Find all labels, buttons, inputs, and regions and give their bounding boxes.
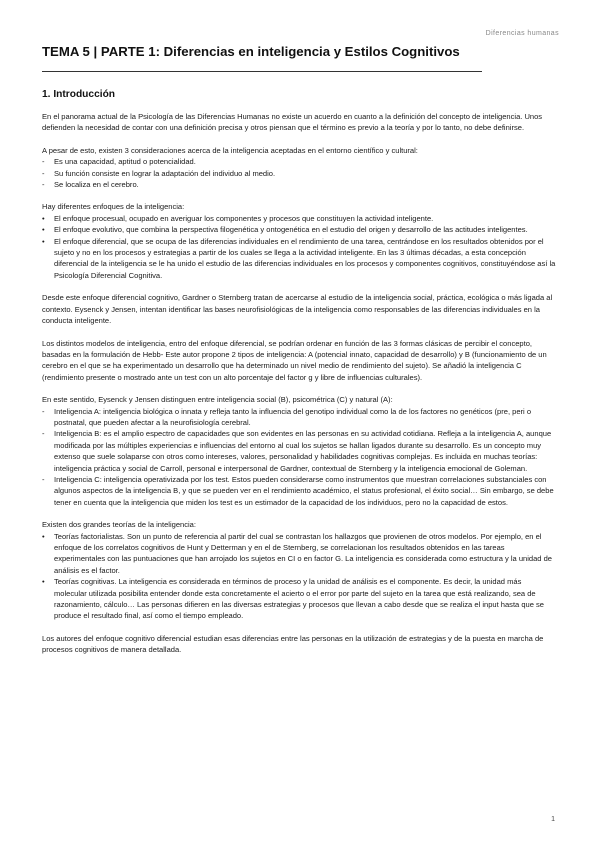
- list-item: • El enfoque evolutivo, que combina la perspectiva filogenética y ontogenética en el estudio del origen y desarrollo de las actitudes inteligentes.: [42, 224, 556, 235]
- paragraph-considerations-intro: A pesar de esto, existen 3 consideraciones acerca de la inteligencia aceptadas en el entorno científico y cultural:: [42, 145, 418, 155]
- list-item: ‐ Inteligencia B: es el amplio espectro de capacidades que son evidentes en las personas en su actividad cotidiana. Refleja a la inteligencia A, aunque modificada por las múltiples experiencias e influencias del entorno al cual los sujetos se hallan ligados durante su desarrollo. Es un concepto muy extenso que suele solaparse con otros como intereses, valores, personalidad y habilidades cognitivas complejas. Es incluida en muchas teorías: inteligencia práctica y social de Carroll, personal e interpersonal de Gardner, contextual de Sternberg y la inteligencia emocional de Goleman.: [42, 428, 556, 474]
- paragraph-models: Los distintos modelos de inteligencia, entro del enfoque diferencial, se podrían ordenar en función de las 3 formas clásicas de percibir el concepto, basadas en la formulación de Hebb- Este autor propone 2 tipos de inteligencia: A (potencial innato, capacidad de desarrollo) y B (funcionamiento de un cerebro en el que se ha experimentado un desarrollo que ha determinado un nivel medio de rendimiento del sujeto). Se añadió la inteligencia C (rendimiento presente o mostrado ante un test con un alto porcentaje del factor g y libre de influencias culturales).: [42, 338, 547, 382]
- approaches-list: [42, 213, 556, 281]
- list-item: ‐ Es una capacidad, aptitud o potencialidad.: [42, 156, 556, 167]
- list-item: • El enfoque procesual, ocupado en averiguar los componentes y procesos que constituyen la actividad inteligente.: [42, 213, 556, 224]
- list-item: • El enfoque diferencial, que se ocupa de las diferencias individuales en el rendimiento de una tarea, centrándose en los resultados obtenidos por el sujeto y no en los procesos y estrategias a partir de los cuales se llega a la actividad inteligente. En las 3 últimas décadas, a esta concepción diferencial de la inteligencia se le ha unido el estudio de las diferencias individuales en los procesos y componentes cognitivos, constituyéndose así la Psicología Diferencial Cognitiva.: [42, 236, 556, 282]
- paragraph-intelligence-types-intro: En este sentido, Eysenck y Jensen distinguen entre inteligencia social (B), psicométrica (C) y natural (A):: [42, 395, 393, 405]
- list-item: ‐ Su función consiste en lograr la adaptación del individuo al medio.: [42, 168, 556, 179]
- intelligence-types-list: [42, 406, 556, 509]
- paragraph-cognitive-approach: Desde este enfoque diferencial cognitivo, Gardner o Sternberg tratan de acercarse al estudio de la inteligencia social, práctica, ecológica o más ligada al contexto. Eysenck y Jensen, intentan identificar las bases neurofisiológicas de la inteligencia como responsables de las diferencias individuales en la conducta inteligente.: [42, 293, 553, 326]
- page-title: TEMA 5 | PARTE 1: Diferencias en inteligencia y Estilos Cognitivos: [42, 44, 460, 59]
- document-body: [42, 88, 556, 667]
- section-heading: 1. Introducción: [42, 89, 116, 100]
- page-number: 1: [551, 816, 555, 823]
- list-item: • Teorías factorialistas. Son un punto de referencia al partir del cual se contrastan los hallazgos que provienen de otros modelos. Por ejemplo, en el enfoque de los correlatos cognitivos de Hunt y Detterman y en el de Sternberg, se correlacionan los resultados obtenidos en las tareas experimentales con las puntuaciones que han arrojado los sujetos en CI o en factor G. La inteligencia es considerada como estructura y la unidad de análisis es el factor.: [42, 531, 556, 577]
- list-item: ‐ Se localiza en el cerebro.: [42, 179, 556, 190]
- running-header: Diferencias humanas: [485, 30, 559, 37]
- paragraph-definition: En el panorama actual de la Psicología de las Diferencias Humanas no existe un acuerdo en cuanto a la definición del concepto de inteligencia. Unos defienden la necesidad de contar con una definición precisa y otros piensan que el término es previo a la teoría y por lo tanto, no debe definirse.: [42, 112, 543, 133]
- considerations-list: [42, 156, 556, 190]
- paragraph-conclusion: Los autores del enfoque cognitivo diferencial estudian esas diferencias entre las personas en la utilización de estrategias y de la puesta en marcha de procesos cognitivos de manera detallada.: [42, 633, 544, 655]
- list-item: ‐ Inteligencia C: inteligencia operativizada por los test. Estos pueden considerarse como instrumentos que muestran correlaciones substanciales con algunos aspectos de la inteligencia B, y que se pueden ver en el rendimiento académico, el status profesional, el éxito social… Sin embargo, se debe tener en cuenta que la inteligencia que miden los test es un estimador de la capacidad de los individuos, pero no la capacidad de estos.: [42, 474, 556, 508]
- list-item: • Teorías cognitivas. La inteligencia es considerada en términos de proceso y la unidad de análisis es el componente. Es decir, la unidad más molecular utilizada posibilita entender donde esta concretamente el acierto o el error por parte del sujeto en la tarea que está realizando, sea de razonamiento, cálculo… Las personas difieren en las diversas estrategias y procesos que llevan a cabo desde que se realiza el input hasta que se produce el resultado final, así como el tiempo empleado.: [42, 576, 556, 622]
- paragraph-theories-intro: Existen dos grandes teorías de la inteligencia:: [42, 520, 196, 530]
- theories-list: [42, 531, 556, 622]
- title-rule: [42, 71, 482, 72]
- list-item: ‐ Inteligencia A: inteligencia biológica o innata y refleja tanto la influencia del genotipo individual como la de los factores no genéticos (pre, peri o postnatal, que pueden afectar a la neurofisiología cerebral.: [42, 406, 556, 429]
- paragraph-approaches-intro: Hay diferentes enfoques de la inteligencia:: [42, 202, 185, 212]
